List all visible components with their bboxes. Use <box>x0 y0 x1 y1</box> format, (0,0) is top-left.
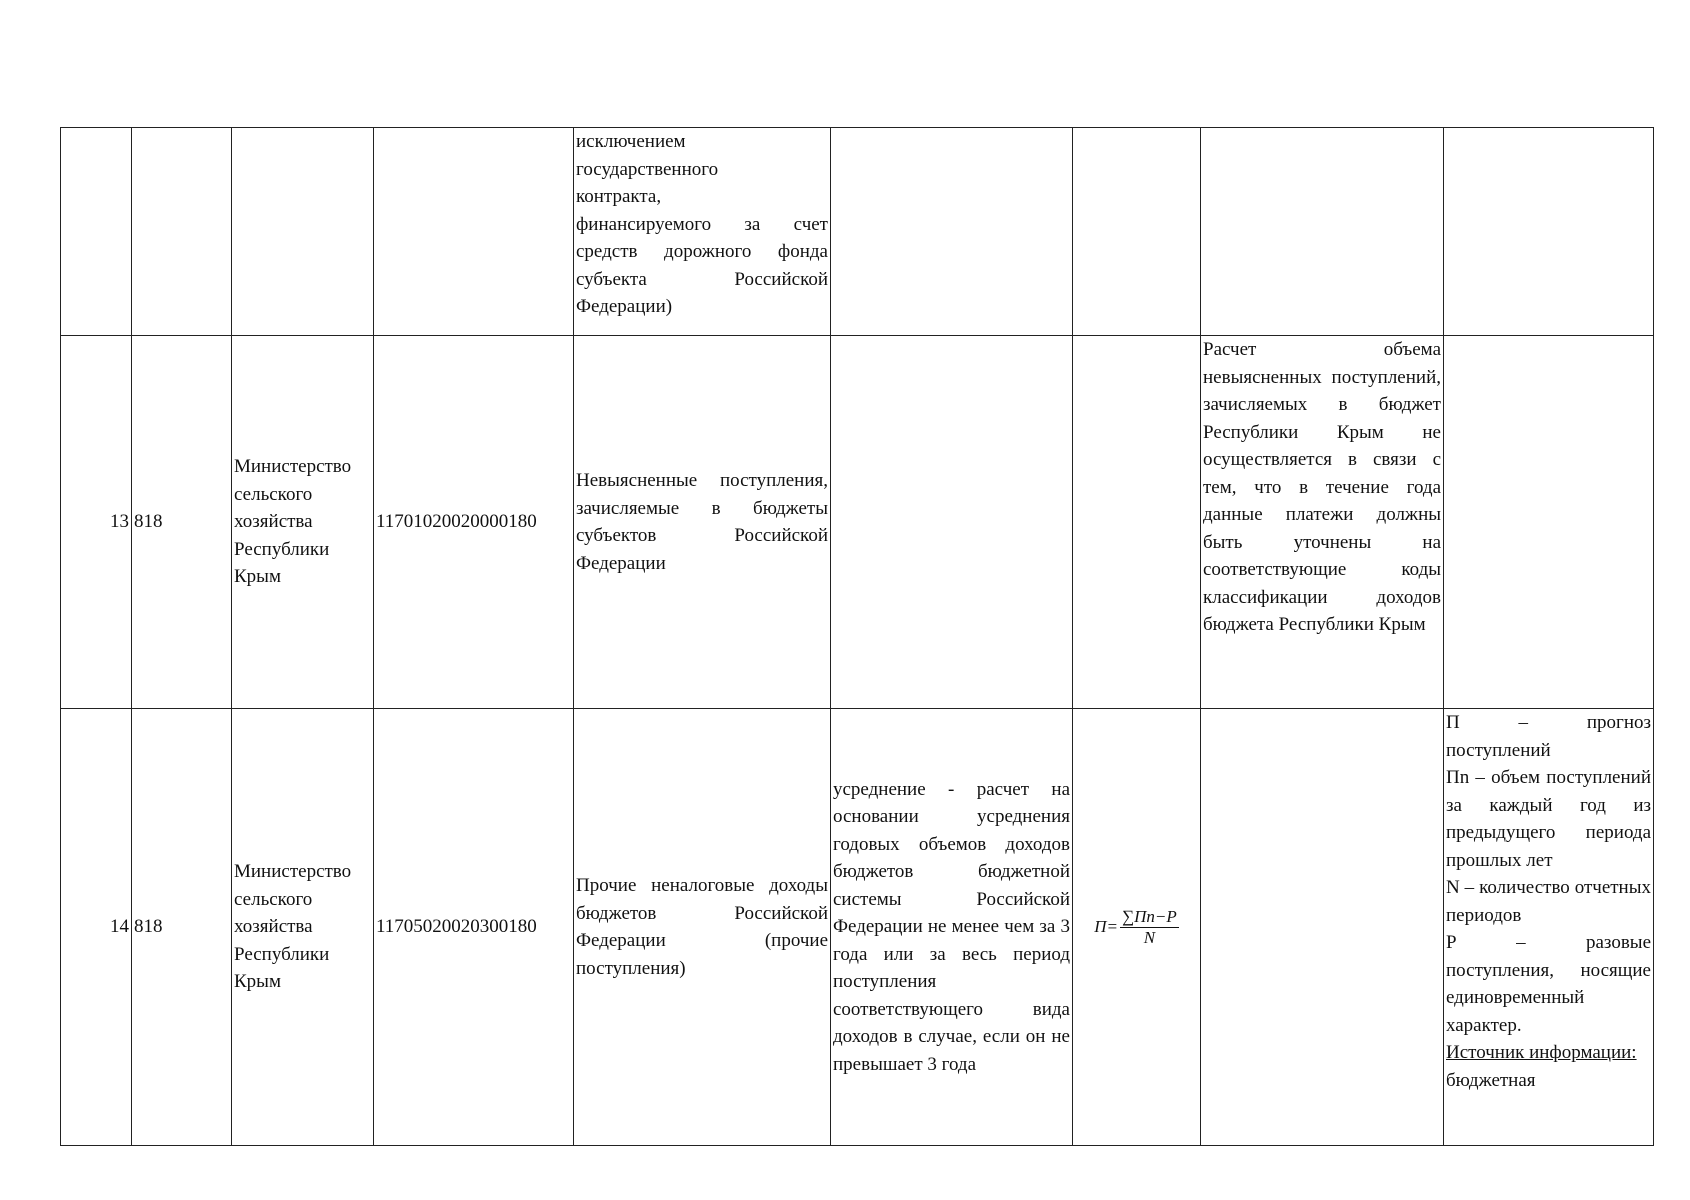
kbk-cell <box>374 128 574 336</box>
admin-name-cell: Министерство сельского хозяйства Республики Крым <box>232 336 374 709</box>
source-value: бюджетная <box>1446 1069 1536 1091</box>
description-line: П – прогноз поступлений <box>1446 712 1651 761</box>
formula-fraction <box>1120 907 1179 948</box>
description-line: N – количество отчетных периодов <box>1446 877 1651 926</box>
admin-code-cell <box>132 128 232 336</box>
kbk-cell: 11705020020300180 <box>374 709 574 1146</box>
description-cell <box>1444 336 1654 709</box>
income-name-cell: Невыясненные поступления, зачисляемые в бюджеты субъектов Российской Федерации <box>574 336 831 709</box>
row-number-cell <box>61 128 132 336</box>
formula-lhs: П= <box>1094 917 1118 937</box>
income-name-cell: Прочие неналоговые доходы бюджетов Российской Федерации (прочие поступления) <box>574 709 831 1146</box>
algorithm-cell <box>1201 709 1444 1146</box>
table-row <box>61 128 1654 336</box>
admin-name-cell: Министерство сельского хозяйства Республики Крым <box>232 709 374 1146</box>
table-row <box>61 709 1654 1146</box>
description-line: P – разовые поступления, носящие единовременный характер. <box>1446 932 1651 1036</box>
formula-cell <box>1073 336 1201 709</box>
revenue-forecast-table <box>60 127 1654 1146</box>
income-name-cell: исключением государственного контракта, финансируемого за счет средств дорожного фонда субъекта Российской Федерации) <box>574 128 831 336</box>
row-number-cell: 14 <box>61 709 132 1146</box>
admin-code-cell: 818 <box>132 336 232 709</box>
row-number-cell: 13 <box>61 336 132 709</box>
admin-name-cell <box>232 128 374 336</box>
source-label: Источник информации: <box>1446 1042 1637 1063</box>
admin-code-cell: 818 <box>132 709 232 1146</box>
formula-cell <box>1073 128 1201 336</box>
method-cell <box>831 336 1073 709</box>
description-cell <box>1444 128 1654 336</box>
algorithm-cell <box>1201 128 1444 336</box>
formula-numerator: ∑Пn−P <box>1121 906 1177 926</box>
table-row <box>61 336 1654 709</box>
algorithm-cell: Расчет объема невыясненных поступлений, зачисляемых в бюджет Республики Крым не осуществляется в связи с тем, что в течение года данные платежи должны быть уточнены на соответствующие коды классификации доходов бюджета Республики Крым <box>1201 336 1444 709</box>
kbk-cell: 11701020020000180 <box>374 336 574 709</box>
method-cell: усреднение - расчет на основании усреднения годовых объемов доходов бюджетов бюджетной системы Российской Федерации не менее чем за 3 года или за весь период поступления соответствующего вида доходов в случае, если он не превышает 3 года <box>831 709 1073 1146</box>
description-cell <box>1444 709 1654 1146</box>
formula-denominator: N <box>1143 927 1156 947</box>
description-line: Пn – объем поступлений за каждый год из предыдущего периода прошлых лет <box>1446 767 1651 871</box>
formula-cell <box>1073 709 1201 1146</box>
method-cell <box>831 128 1073 336</box>
